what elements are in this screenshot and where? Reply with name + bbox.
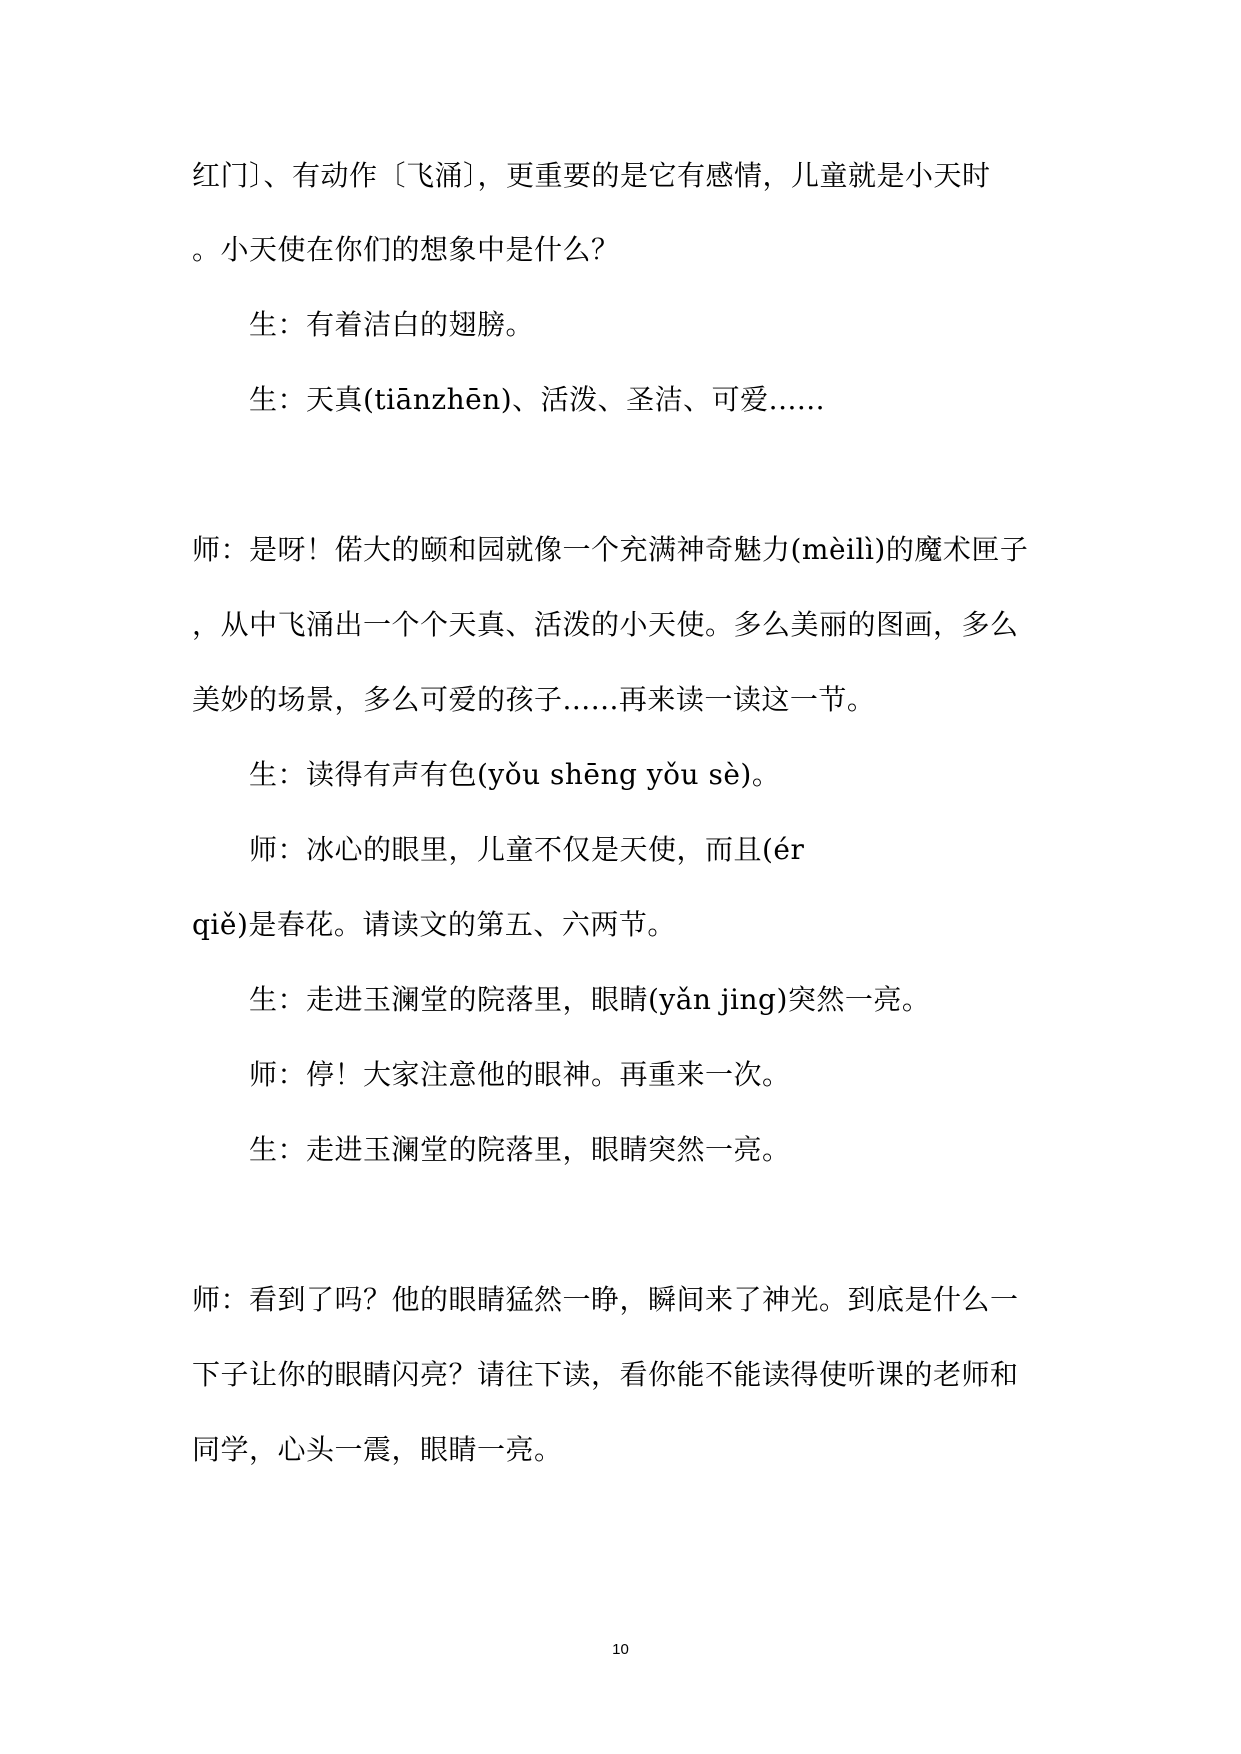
text-line-12: 师：停！大家注意他的眼神。再重来一次。: [249, 1058, 791, 1091]
text-line-9: 师：冰心的眼里，儿童不仅是天使，而且(ér: [249, 833, 805, 866]
text-line-1: 红门〕、有动作〔飞涌〕，更重要的是它有感情，儿童就是小天时: [192, 159, 991, 192]
text-line-3: 生：有着洁白的翅膀。: [249, 308, 535, 341]
text-line-15: 下子让你的眼睛闪亮？请往下读，看你能不能读得使听课的老师和: [192, 1358, 1019, 1391]
text-line-7: 美妙的场景，多么可爱的孩子......再来读一读这一节。: [192, 683, 876, 716]
text-line-8: 生：读得有声有色(yǒu shēng yǒu sè)。: [249, 758, 781, 791]
text-line-5: 师：是呀！偌大的颐和园就像一个充满神奇魅力(mèilì)的魔术匣子: [192, 533, 1029, 566]
text-line-2: 。小天使在你们的想象中是什么？: [192, 233, 620, 266]
text-line-14: 师：看到了吗？他的眼睛猛然一睁，瞬间来了神光。到底是什么一: [192, 1283, 1019, 1316]
text-line-6: ，从中飞涌出一个个天真、活泼的小天使。多么美丽的图画，多么: [192, 608, 1019, 641]
page-number: 10: [612, 1641, 629, 1658]
text-line-11: 生：走进玉澜堂的院落里，眼睛(yǎn jing)突然一亮。: [249, 983, 931, 1016]
text-line-13: 生：走进玉澜堂的院落里，眼睛突然一亮。: [249, 1133, 791, 1166]
text-line-16: 同学，心头一震，眼睛一亮。: [192, 1433, 563, 1466]
text-line-4: 生：天真(tiānzhēn)、活泼、圣洁、可爱......: [249, 383, 826, 416]
text-line-10: qiě)是春花。请读文的第五、六两节。: [192, 908, 676, 941]
